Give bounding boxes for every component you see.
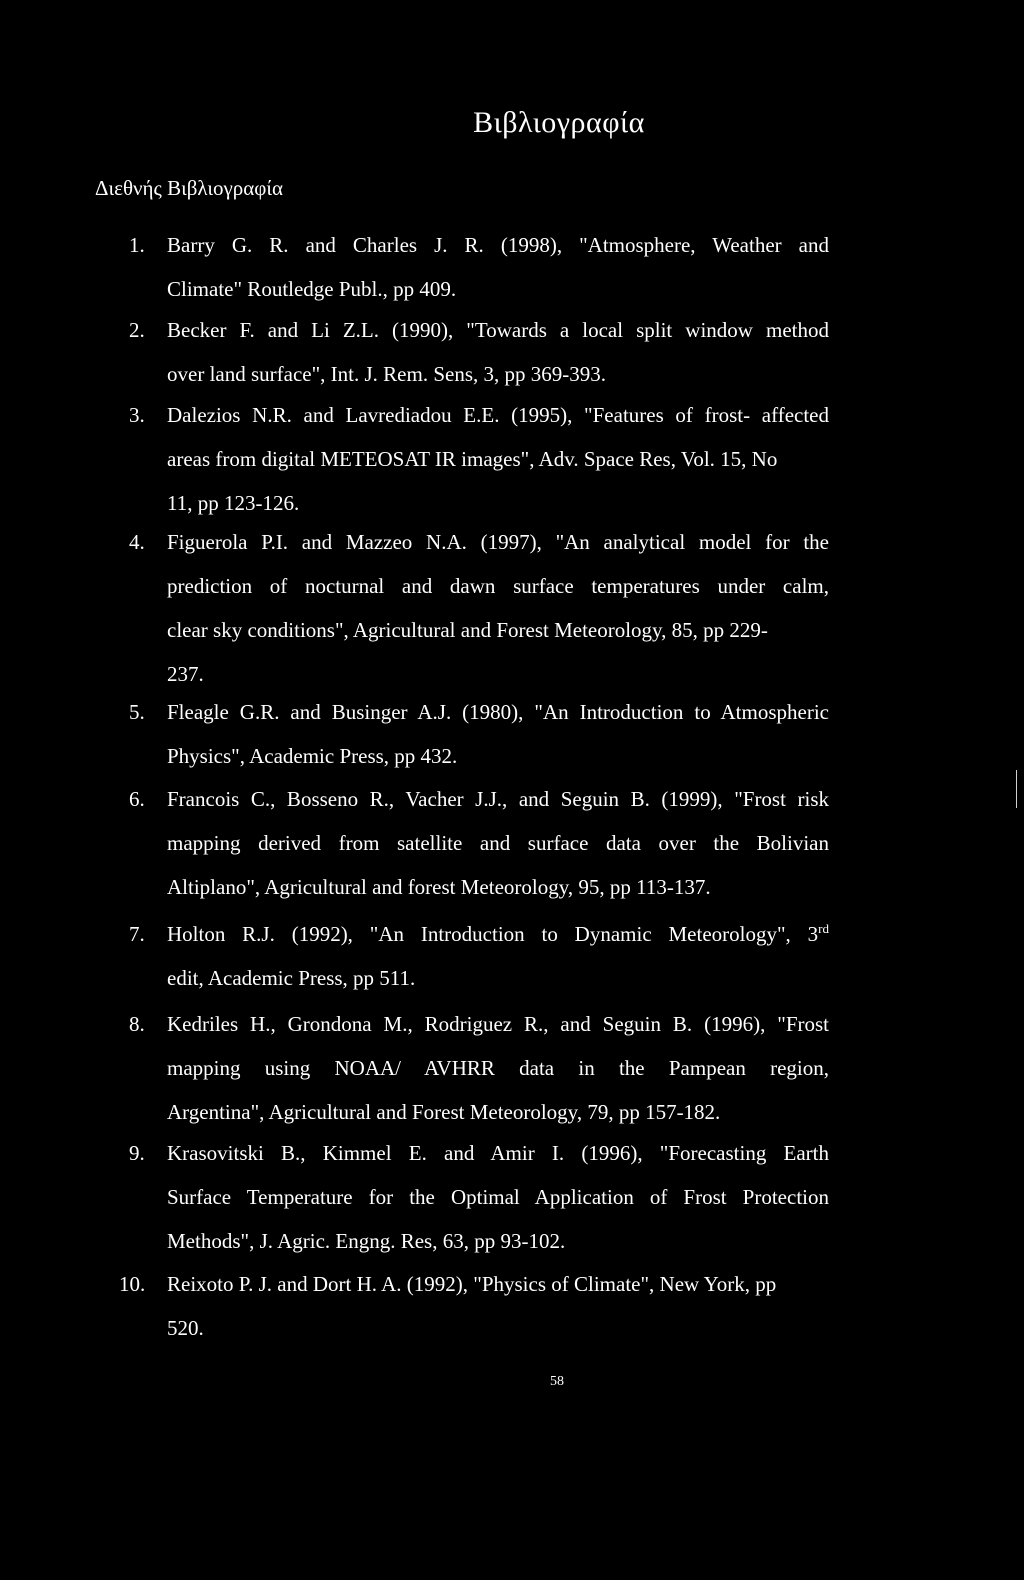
reference-line: Figuerola P.I. and Mazzeo N.A. (1997), "An analytical model for the <box>167 530 829 554</box>
reference-line: Francois C., Bosseno R., Vacher J.J., and Seguin B. (1999), "Frost risk <box>167 787 829 811</box>
reference-number: 9. <box>129 1141 145 1165</box>
scan-edge-mark <box>1016 770 1017 808</box>
reference-line: edit, Academic Press, pp 511. <box>167 966 416 990</box>
reference-number: 10. <box>119 1272 146 1296</box>
reference-line: Fleagle G.R. and Businger A.J. (1980), "An Introduction to Atmospheric <box>167 700 829 724</box>
reference-line: over land surface", Int. J. Rem. Sens, 3, pp 369-393. <box>167 362 606 386</box>
reference-item <box>129 308 829 396</box>
reference-line: Krasovitski B., Kimmel E. and Amir I. (1996), "Forecasting Earth <box>167 1141 829 1165</box>
reference-line: Altiplano", Agricultural and forest Meteorology, 95, pp 113-137. <box>167 875 711 899</box>
reference-line: Surface Temperature for the Optimal Application of Frost Protection <box>167 1185 829 1209</box>
section-heading: Διεθνής Βιβλιογραφία <box>95 176 284 200</box>
reference-line: mapping derived from satellite and surface data over the Bolivian <box>167 831 829 855</box>
reference-line: 237. <box>167 662 204 686</box>
reference-item <box>129 1002 829 1134</box>
reference-line: 520. <box>167 1316 204 1340</box>
reference-line: Dalezios N.R. and Lavrediadou E.E. (1995), "Features of frost- affected <box>167 403 829 427</box>
reference-item <box>129 1131 829 1263</box>
reference-line: Becker F. and Li Z.L. (1990), "Towards a local split window method <box>167 318 829 342</box>
reference-number: 6. <box>129 787 145 811</box>
ordinal-superscript: rd <box>818 921 829 936</box>
reference-number: 3. <box>129 403 145 427</box>
reference-number: 5. <box>129 700 145 724</box>
reference-line <box>129 912 829 956</box>
reference-line: 11, pp 123-126. <box>167 491 300 515</box>
reference-line: Physics", Academic Press, pp 432. <box>167 744 458 768</box>
reference-line: Argentina", Agricultural and Forest Meteorology, 79, pp 157-182. <box>167 1100 721 1124</box>
reference-line: clear sky conditions", Agricultural and Forest Meteorology, 85, pp 229- <box>167 618 768 642</box>
reference-line-text: Holton R.J. (1992), "An Introduction to Dynamic Meteorology", 3 <box>167 922 819 946</box>
reference-number: 4. <box>129 530 145 554</box>
reference-line: Kedriles H., Grondona M., Rodriguez R., and Seguin B. (1996), "Frost <box>167 1012 829 1036</box>
reference-line: mapping using NOAA/ AVHRR data in the Pampean region, <box>167 1056 829 1080</box>
reference-number: 2. <box>129 318 145 342</box>
reference-item <box>129 223 829 311</box>
reference-line: Climate" Routledge Publ., pp 409. <box>167 277 457 301</box>
reference-line: prediction of nocturnal and dawn surface temperatures under calm, <box>167 574 829 598</box>
reference-item <box>129 393 829 525</box>
reference-item <box>119 1262 819 1350</box>
reference-item <box>129 520 829 696</box>
page-number: 58 <box>550 1374 564 1389</box>
reference-item <box>129 777 829 909</box>
reference-number: 7. <box>129 922 145 946</box>
reference-item <box>129 690 829 778</box>
reference-line: areas from digital METEOSAT IR images", Adv. Space Res, Vol. 15, No <box>167 447 778 471</box>
reference-number: 1. <box>129 233 145 257</box>
reference-line: Barry G. R. and Charles J. R. (1998), "Atmosphere, Weather and <box>167 233 829 257</box>
page-title: Βιβλιογραφία <box>473 106 645 139</box>
reference-line: Reixoto P. J. and Dort H. A. (1992), "Physics of Climate", New York, pp <box>167 1272 777 1296</box>
reference-line: Methods", J. Agric. Engng. Res, 63, pp 93-102. <box>167 1229 566 1253</box>
reference-item <box>129 912 829 1000</box>
reference-number: 8. <box>129 1012 145 1036</box>
